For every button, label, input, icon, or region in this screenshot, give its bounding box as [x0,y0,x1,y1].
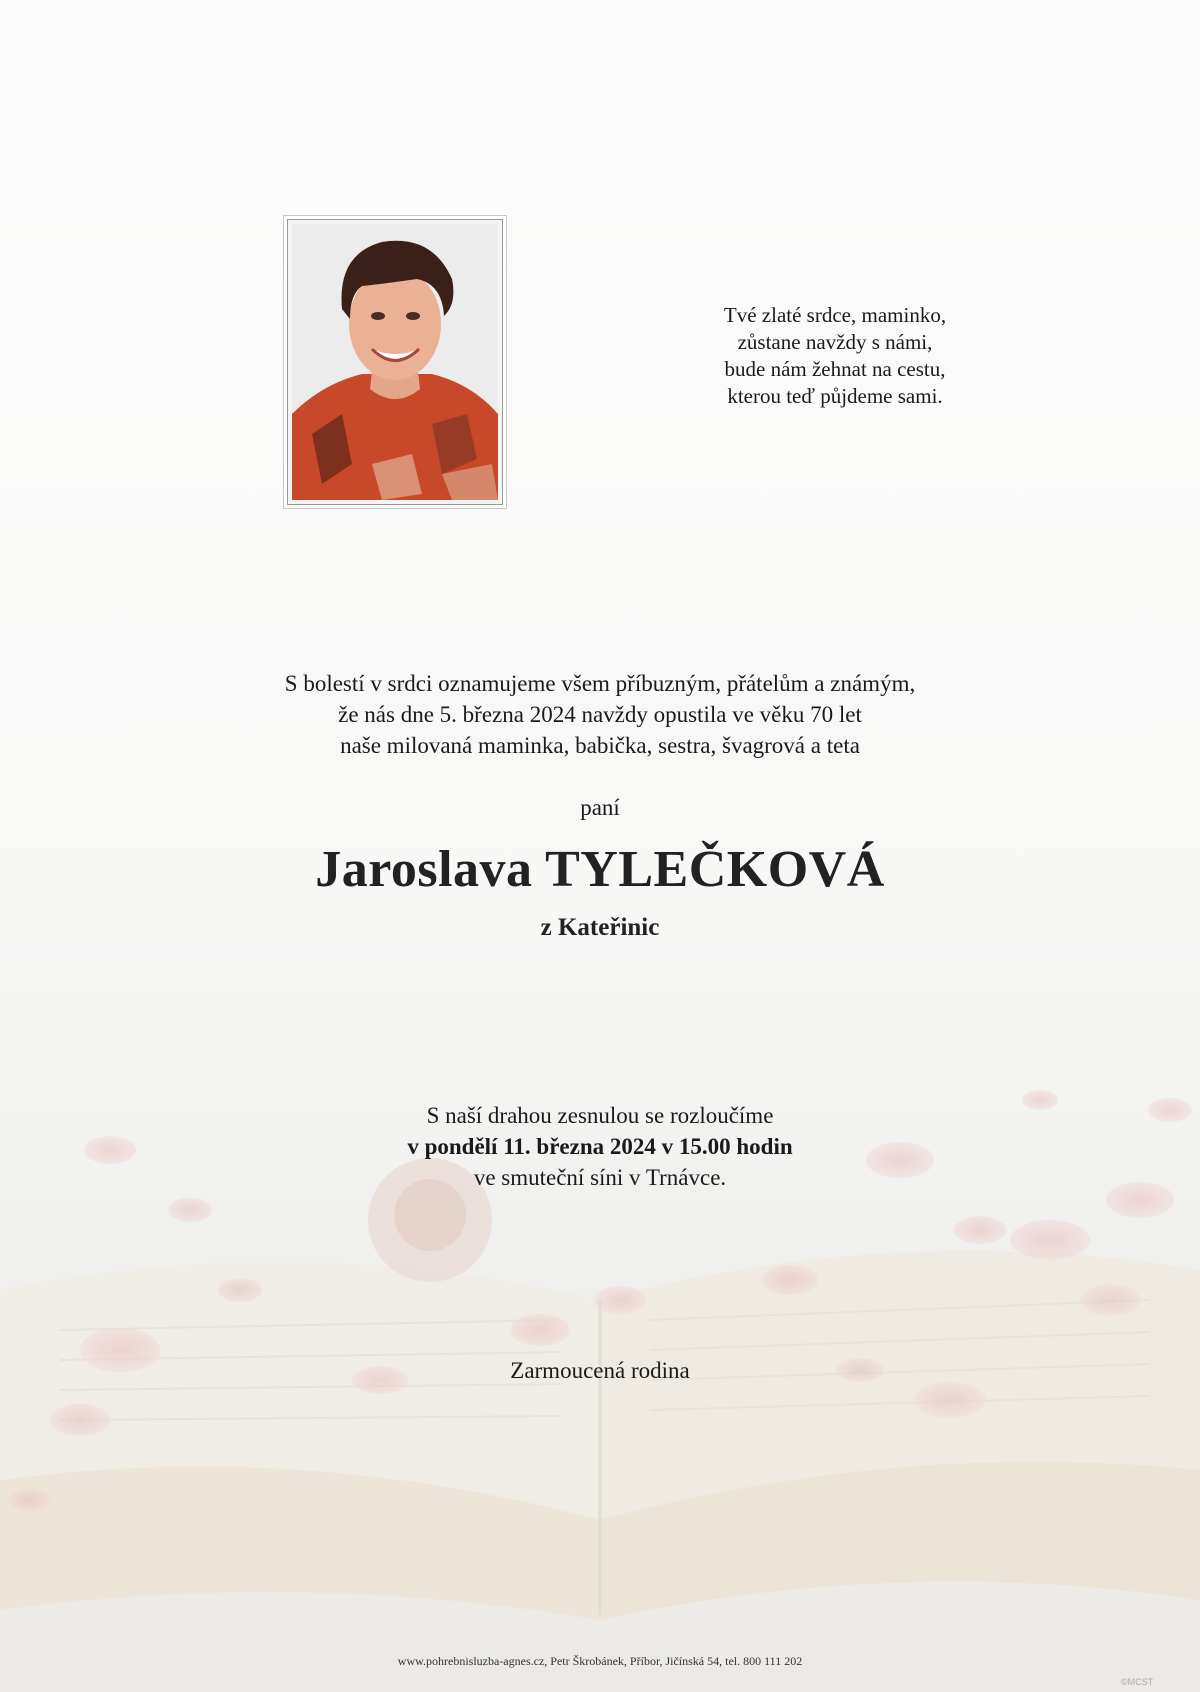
portrait-photo-frame [287,219,503,505]
poem-line: bude nám žehnat na cestu, [724,357,946,381]
deceased-name: Jaroslava TYLEČKOVÁ [315,841,885,898]
poem-line: Tvé zlaté srdce, maminko, [723,303,947,327]
announcement-line: S bolestí v srdci oznamujeme všem příbuzným, přátelům a známým, [284,671,916,696]
death-announcement [100,668,1100,761]
funeral-date-time: v pondělí 11. března 2024 v 15.00 hodin [407,1134,793,1159]
announcement-line: naše milovaná maminka, babička, sestra, švagrová a teta [340,733,860,758]
announcement-line: že nás dne 5. března 2024 navždy opustila ve věku 70 let [338,702,862,727]
portrait-photo [292,224,498,500]
funeral-place: ve smuteční síni v Trnávce. [473,1165,727,1190]
deceased-origin: z Kateřinic [540,914,660,941]
funeral-details [100,1100,1100,1193]
poem-line: kterou teď půjdeme sami. [727,384,943,408]
honorific: paní [580,795,620,820]
family-signature: Zarmoucená rodina [510,1358,690,1383]
copyright-stamp: ©MCST [1121,1677,1154,1687]
farewell-intro: S naší drahou zesnulou se rozloučíme [426,1103,774,1128]
poem-line: zůstane navždy s námi, [737,330,933,354]
funeral-service-footer: www.pohrebnisluzba-agnes.cz, Petr Škrobánek, Příbor, Jičínská 54, tel. 800 111 202 [397,1654,803,1668]
memorial-poem [640,302,1030,410]
